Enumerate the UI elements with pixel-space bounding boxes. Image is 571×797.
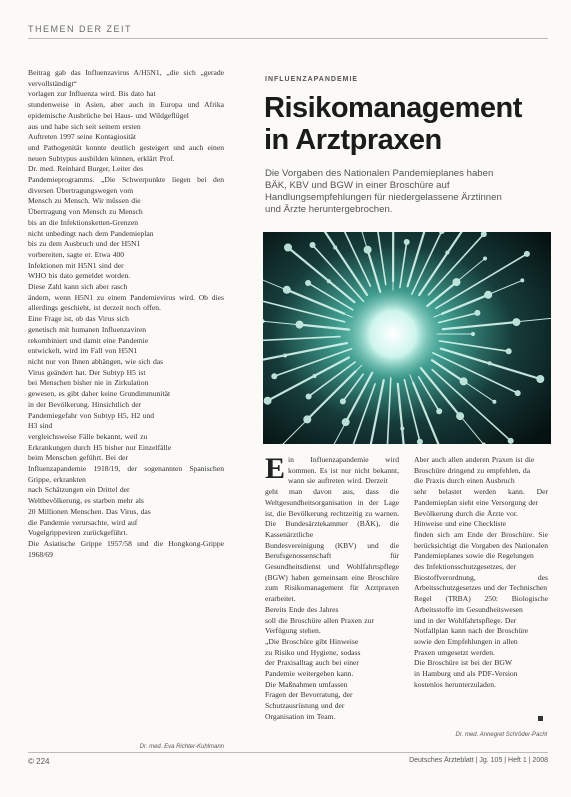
virus-spike-tip [263, 320, 264, 323]
virus-spike-tip [475, 310, 480, 315]
virus-spike-tip [284, 354, 287, 357]
virus-spike-tip [313, 375, 316, 378]
virus-illustration-icon [263, 232, 551, 444]
virus-spike-tip [327, 280, 330, 283]
virus-spike-tip [493, 400, 496, 403]
virus-illustration-image [263, 232, 551, 444]
virus-spike-tip [484, 257, 487, 260]
virus-spike-tip [306, 394, 311, 399]
article-kicker: INFLUENZAPANDEMIE [265, 76, 359, 83]
virus-spike-tip [481, 232, 486, 237]
footer-divider [28, 752, 548, 753]
page-number: © 224 [28, 757, 50, 766]
virus-spike-tip [508, 438, 513, 443]
article-column-1 [265, 455, 399, 743]
virus-spike-tip [482, 443, 485, 444]
left-column-author: Dr. med. Eva Richter-Kuhlmann [139, 744, 224, 750]
section-label: THEMEN DER ZEIT [28, 24, 133, 34]
article-title-line1: Risikomanagement [264, 92, 522, 124]
virus-spike-tip [310, 243, 315, 248]
article-column-2 [414, 455, 548, 743]
virus-spike-tip [524, 251, 529, 256]
virus-spike-tip [521, 279, 524, 282]
virus-spike-tip [417, 439, 422, 444]
article-author: Dr. med. Annegret Schröder-Pachl [455, 732, 547, 738]
virus-spike-tip [488, 362, 491, 365]
article-title [264, 92, 549, 156]
journal-reference: Deutsches Ärzteblatt | Jg. 105 | Heft 1 | 2008 [409, 757, 548, 764]
virus-spike-tip [472, 333, 475, 336]
virus-spike-tip [537, 376, 544, 383]
header-divider [28, 38, 548, 39]
end-mark-icon [538, 716, 543, 721]
virus-spike-tip [439, 232, 444, 234]
virus-spike-tip [446, 251, 449, 254]
article-column-2-text: Aber auch allen anderen Praxen ist die Broschüre dringend zu empfehlen, da die Praxis durch einen Ausbruch sehr belastet werden kann. Der Pandemieplan sieht eine Versorgung der Bevölkerung durch die Ärzte vor. Hinweise und eine Checkliste finden sich am Ende der Broschüre. Sie berücksichtigt die Vorgaben des Nationalen Pandemieplanes sowie die Regelungen des Infektionsschutzgesetzes, der Biostoffverordnung, des Arbeitsschutzgesetzes und der Technischen Regel (TRBA) 250: Biologische Arbeitsstoffe im Gesundheitswesen und in der Wohlfahrtspflege. Der Notfallplan kann nach der Broschüre sowie den Empfehlungen in allen Praxen umgesetzt werden. Die Broschüre ist bei der BGW in Hamburg und als PDF-Version kostenlos herunterzuladen. [414, 455, 548, 689]
virus-spike-tip [506, 349, 511, 354]
virus-spike-tip [437, 409, 442, 414]
virus-spike-tip [340, 399, 345, 404]
virus-spike-tip [272, 374, 277, 379]
left-column [28, 68, 224, 756]
virus-spike-tip [264, 397, 271, 404]
virus-spike-tip [334, 246, 337, 249]
virus-spike-tip [404, 240, 409, 245]
drop-cap: E [265, 455, 286, 485]
virus-spike-tip [515, 391, 520, 396]
virus-spike-tip [285, 244, 292, 251]
virus-spike-tip [306, 281, 311, 286]
article-title-line2: in Arztpraxen [264, 124, 442, 156]
section-header [28, 24, 548, 38]
virus-spike-tip [401, 427, 404, 430]
article-lead: Die Vorgaben des Nationalen Pandemieplanes haben BÄK, KBV und BGW in einer Broschüre auf Handlungsempfehlungen für niedergelassene Ärztinnen und Ärzte heruntergebrochen. [265, 168, 502, 215]
left-column-text: Beitrag gab das Influenzavirus A/H5N1, „die sich „gerade vervollständigt“ vorlagen zur Influenza wird. Bis dato hat stundenweise in Asien, aber auch in Europa und Afrika epidemische Ausbrüche bei Haus- und Wildgeflügel aus und habe sich seit seinem ersten Auftreten 1997 seine Kontagiosität und Pathogenität konnte deutlich gesteigert und auch einen neuen Subtypus ausbilden können, erklärt Prof. Dr. med. Reinhard Burger, Leiter des Pandemieprogramms. „Die Schwerpunkte liegen bei den diversen Übertragungswegen vom Mensch zu Mensch. Wir müssen die Übertragung von Mensch zu Mensch bis an die Infektionsketten-Grenzen nicht unbedingt nach dem Pandemieplan bis zu dem Ausbruch und der H5N1 vorbereiten, sagte er. Etwa 400 Infektionen mit H5N1 sind der WHO bis dato gemeldet worden. Diese Zahl kann sich aber rasch ändern, wenn H5N1 zu einem Pandemievirus wird. Ob dies allerdings geschieht, ist derzeit noch offen. Eine Frage ist, ob das Virus sich genetisch mit humanen Influenzaviren rekombiniert und damit eine Pandemie entwickelt, wird im Fall von H5N1 nicht nur von Ihnen abhängen, wie sich das Virus geändert hat. Der Subtyp H5 ist bei Menschen bisher nie in Zirkulation gewesen, es gibt daher keine Grundimmunität in der Bevölkerung. Hinsichtlich der Pandemiegefahr von Subtyp H5, H2 und H3 sind vergleichsweise Fälle bekannt, weil zu Erkrankungen durch H5 bisher nur Einzelfälle beim Menschen geführt. Bei der Influenzapandemie 1918/19, der sogenannten Spanischen Grippe, erkrankten nach Schätzungen ein Drittel der Weltbevölkerung, es starben mehr als 20 Millionen Menschen. Das Virus, das die Pandemie verursachte, wird auf Vogelgrippeviren zurückgeführt. Die Asiatische Grippe 1957/58 und die Hongkong-Grippe 1968/69 [28, 68, 224, 559]
article-column-1-text: in Influenzapandemie wird kommen. Es ist nur nicht bekannt, wann sie auftreten wird. Derzeit geht man davon aus, dass die Weltgesundheitsorganisation in der Lage ist, die Bevölkerung rechtzeitig zu warnen. Die Bundesärztekammer (BÄK), die Kassenärztliche Bundesvereinigung (KBV) und die Berufsgenossenschaft für Gesundheitsdienst und Wohlfahrtspflege (BGW) haben gemeinsam eine Broschüre zum Risikomanagement für Arztpraxen erarbeitet. Bereits Ende des Jahres soll die Broschüre allen Praxen zur Verfügung stehen. „Die Broschüre gibt Hinweise zu Risiko und Hygiene, sodass der Praxisalltag auch bei einer Pandemie weitergehen kann. Die Maßnahmen umfassen Fragen der Bevorratung, der Schutzausrüstung und der Organisation im Team. [265, 455, 399, 721]
